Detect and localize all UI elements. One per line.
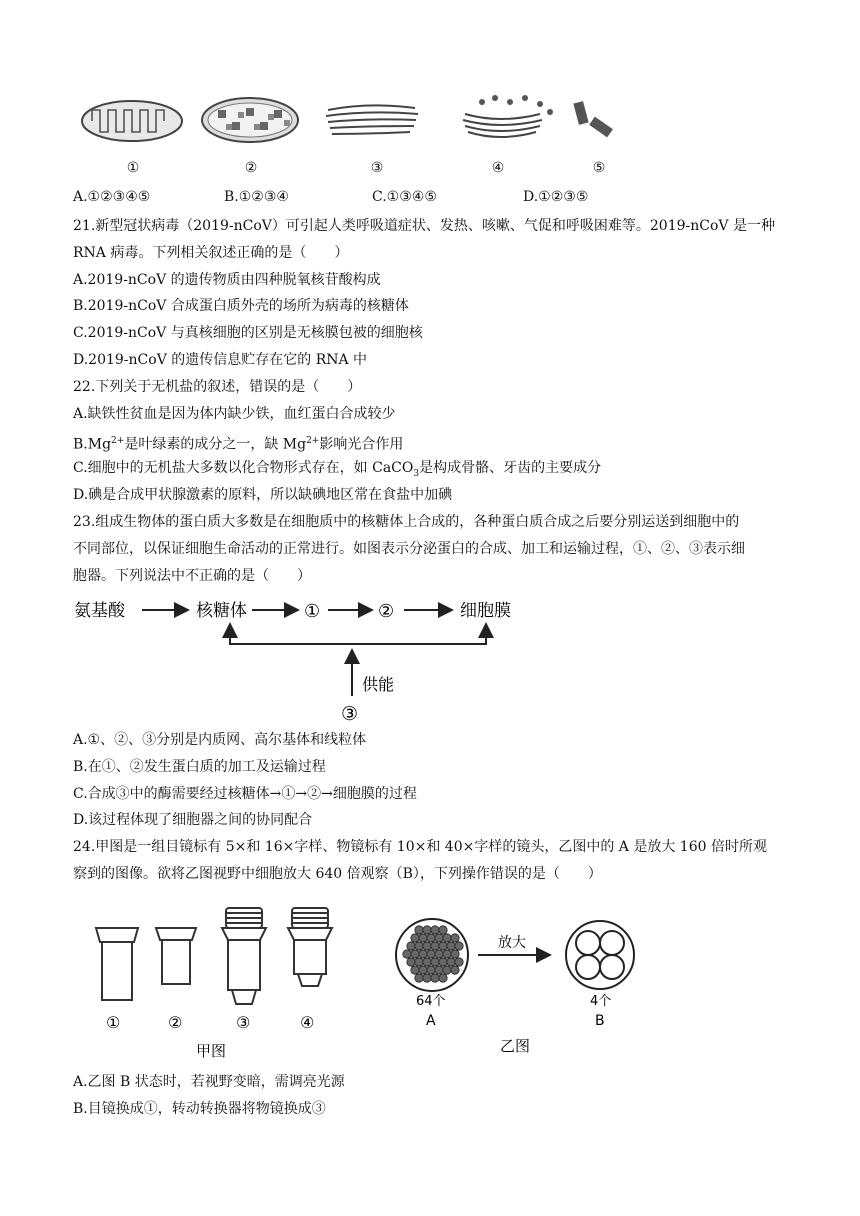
lens-label-3: ③ [236, 1013, 251, 1032]
cell-membrane-label: 细胞膜 [460, 601, 511, 621]
figure-yi-caption: 乙图 [500, 1037, 531, 1055]
q23-option-a: A.①、②、③分别是内质网、高尔基体和线粒体 [73, 732, 367, 748]
objective-3-image [222, 908, 266, 1004]
organelle-label-4: ④ [491, 160, 505, 176]
q22-stem: 22.下列关于无机盐的叙述，错误的是（ ） [73, 379, 362, 395]
cell-dot [451, 966, 459, 974]
endoplasmic-reticulum-image [326, 105, 418, 134]
cell-dot [439, 958, 447, 966]
q20-option-c: C.①③④⑤ [372, 189, 437, 205]
q21-option-b: B.2019-nCoV 合成蛋白质外壳的场所为病毒的核糖体 [73, 298, 409, 314]
organelle-figure [70, 88, 630, 188]
chloroplast-image [202, 98, 298, 142]
eyepiece-1-image [96, 928, 138, 1000]
cell-dot [415, 942, 423, 950]
eyepiece-2-image [156, 928, 196, 984]
cell-dot [427, 950, 435, 958]
count-a-label: 64个 [416, 994, 446, 1009]
cell-dot [435, 934, 443, 942]
q21-stem-line2: RNA 病毒。下列相关叙述正确的是（ ） [73, 245, 349, 261]
field-b-label: B [595, 1013, 605, 1029]
figure-jia-caption: 甲图 [196, 1042, 227, 1060]
objective-4-image [288, 908, 332, 986]
cell-dot [411, 950, 419, 958]
q21-option-d: D.2019-nCoV 的遗传信息贮存在它的 RNA 中 [73, 352, 368, 368]
cell-dot [423, 942, 431, 950]
cell-dot [431, 926, 439, 934]
cell-dot [431, 974, 439, 982]
field-a-label: A [426, 1013, 436, 1029]
organelle-2-label: ② [378, 601, 395, 622]
cell-dot [423, 974, 431, 982]
q20-option-b: B.①②③④ [224, 189, 289, 205]
cell-dot [439, 974, 447, 982]
amino-acid-label: 氨基酸 [74, 601, 125, 621]
cell-dot [411, 966, 419, 974]
q21-stem-line1: 21.新型冠状病毒（2019-nCoV）可引起人类呼吸道症状、发热、咳嗽、气促和呼吸困难等。2019-nCoV 是一种 [73, 218, 775, 234]
field-a-image [396, 919, 468, 991]
mitochondrion-image [82, 101, 182, 141]
magnification-figure-yi [390, 905, 650, 1060]
q20-option-d: D.①②③⑤ [523, 189, 589, 205]
energy-bracket [230, 626, 486, 644]
cell-dot [455, 942, 463, 950]
cell-dot [451, 950, 459, 958]
q24-option-b: B.目镜换成①，转动转换器将物镜换成③ [73, 1101, 326, 1117]
cell-dot [443, 966, 451, 974]
organelle-3-label: ③ [341, 703, 359, 725]
q23-stem-line3: 胞器。下列说法中不正确的是（ ） [73, 568, 311, 584]
cell-dot [443, 950, 451, 958]
cell-dot [431, 958, 439, 966]
lens-label-4: ④ [300, 1013, 315, 1032]
cell-dot [427, 934, 435, 942]
q23-stem-line2: 不同部位，以保证细胞生命活动的正常进行。如图表示分泌蛋白的合成、加工和运输过程，①、②、③表示细 [73, 541, 745, 557]
q22-option-a: A.缺铁性贫血是因为体内缺少铁，血红蛋白合成较少 [73, 406, 396, 422]
cell-dot [443, 934, 451, 942]
cell-dot [455, 958, 463, 966]
cell-dot [415, 926, 423, 934]
lens-label-1: ① [106, 1013, 121, 1032]
q23-option-b: B.在①、②发生蛋白质的加工及运输过程 [73, 759, 326, 775]
cell-dot [419, 966, 427, 974]
cell-dot [439, 942, 447, 950]
cell-dot [407, 942, 415, 950]
cell-dot [427, 966, 435, 974]
count-b-label: 4个 [590, 994, 612, 1009]
q23-option-d: D.该过程体现了细胞器之间的协同配合 [73, 812, 313, 828]
lens-label-2: ② [168, 1013, 183, 1032]
cell-dot [435, 950, 443, 958]
q24-option-a: A.乙图 B 状态时，若视野变暗，需调亮光源 [73, 1074, 345, 1090]
q22-option-d: D.碘是合成甲状腺激素的原料，所以缺碘地区常在食盐中加碘 [73, 487, 453, 503]
q23-option-c: C.合成③中的酶需要经过核糖体→①→②→细胞膜的过程 [73, 786, 417, 802]
cell-dot [431, 942, 439, 950]
q22-option-b: $B.Mg^{2+}$是叶绿素的成分之一，缺 $Mg^{2+}$影响光合作用 [73, 436, 404, 453]
centriole-image [573, 101, 613, 137]
golgi-apparatus-image [463, 95, 553, 137]
cell-dot [419, 950, 427, 958]
organelle-label-2: ② [244, 160, 258, 176]
q22-option-c: C.细胞中的无机盐大多数以化合物形式存在，如 CaCO$_3$是构成骨骼、牙齿的主要成分 [73, 460, 602, 479]
energy-supply-label: 供能 [362, 675, 395, 694]
cell-dot [419, 934, 427, 942]
organelle-label-3: ③ [370, 160, 384, 176]
cell-dot [451, 934, 459, 942]
q20-option-a: A.①②③④⑤ [73, 189, 151, 205]
q23-stem-line1: 23.组成生物体的蛋白质大多数是在细胞质中的核糖体上合成的，各种蛋白质合成之后要分别运送到细胞中的 [73, 514, 740, 530]
magnify-label: 放大 [498, 935, 526, 951]
cell-dot [415, 958, 423, 966]
cell-dot [415, 974, 423, 982]
lens-figure-jia [88, 900, 348, 1060]
cell-dot [447, 942, 455, 950]
protein-secretion-diagram [70, 592, 540, 727]
ribosome-label: 核糖体 [196, 601, 247, 621]
q24-stem-line2: 察到的图像。欲将乙图视野中细胞放大 640 倍观察（B），下列操作错误的是（ ） [73, 866, 602, 882]
organelle-label-1: ① [126, 160, 140, 176]
q24-stem-line1: 24.甲图是一组目镜标有 5×和 16×字样、物镜标有 10×和 40×字样的镜头，乙图中的 A 是放大 160 倍时所观 [73, 839, 767, 855]
q21-option-a: A.2019-nCoV 的遗传物质由四种脱氧核苷酸构成 [73, 272, 381, 288]
q21-option-c: C.2019-nCoV 与真核细胞的区别是无核膜包被的细胞核 [73, 325, 423, 341]
cell-dot [411, 934, 419, 942]
cell-dot [407, 958, 415, 966]
cell-dot [403, 950, 411, 958]
cell-dot [439, 926, 447, 934]
organelle-1-label: ① [304, 601, 321, 622]
cell-dot [447, 958, 455, 966]
field-b-image [566, 921, 634, 989]
cell-dot [435, 966, 443, 974]
organelle-label-5: ⑤ [592, 160, 606, 176]
cell-dot [423, 958, 431, 966]
cell-dot [423, 926, 431, 934]
